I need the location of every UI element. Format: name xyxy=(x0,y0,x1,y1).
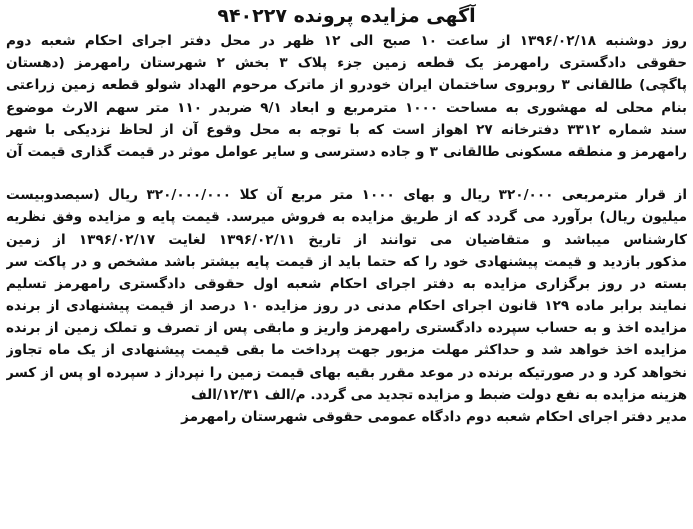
paragraph-2-line: مزایده اخذ خواهد شد و حداکثر مهلت مزبور جهت پرداخت ما بقی قیمت پیشنهادی از یک ماه تجاوز xyxy=(6,342,687,359)
paragraph-1-line: بنام محلی له مهشوری به مساحت ۱۰۰۰ مترمربع و ابعاد ۹/۱ ضربدر ۱۱۰ متر سهم الارث موضوع xyxy=(6,99,687,116)
paragraph-1-line: حقوقی دادگستری رامهرمز یک قطعه زمین جزء پلاک ۳ بخش ۲ شهرستان رامهرمز (دهستان xyxy=(6,55,687,72)
paragraph-2-line: نمایند برابر ماده ۱۲۹ قانون اجرای احکام مدنی در روز مزایده ۱۰ درصد از قیمت پیشنهادی از برنده xyxy=(6,298,687,315)
paragraph-1-line: رامهرمز و منطقه مسکونی طالقانی ۳ و جاده دسترسی و سایر عوامل موثر در قیمت گذاری قیمت آن xyxy=(6,143,687,160)
paragraph-2-line: بسته در روز برگزاری مزایده به دفتر اجرای احکام شعبه اول حقوقی دادگستری رامهرمز تسلیم xyxy=(6,275,687,292)
notice-signature: مدیر دفتر اجرای احکام شعبه دوم دادگاه عمومی حقوقی شهرستان رامهرمز xyxy=(181,409,687,425)
paragraph-1-line: سند شماره ۳۳۱۲ دفترخانه ۲۷ اهواز است که با توجه به محل وقوع آن از لحاظ نزدیکی با شهر xyxy=(6,121,687,138)
paragraph-gap xyxy=(6,163,687,184)
paragraph-2-line: مذکور بازدید و قیمت پیشنهادی خود را که حتما باید از قیمت پایه بیشتر باشد مشخص و در پاکت سر xyxy=(6,253,687,270)
paragraph-2-line: نخواهد کرد و در صورتیکه برنده در موعد مقرر بقیه بهای قیمت زمین را نپرداز د سپرده او پس از کسر xyxy=(6,364,687,381)
paragraph-1-line: روز دوشنبه ۱۳۹۶/۰۲/۱۸ از ساعت ۱۰ صبح الی ۱۲ ظهر در محل دفتر اجرای احکام شعبه دوم xyxy=(6,33,687,49)
paragraph-2-line: مزایده اخذ و به حساب سپرده دادگستری رامهرمز واریز و مابقی پس از تصرف و تملک زمین از برنده xyxy=(6,320,687,337)
paragraph-1-line: پاگچی) طالقانی ۳ روبروی ساختمان ایران خودرو از ماترک مرحوم الهداد شولو قطعه زمین زراعتی xyxy=(6,77,687,94)
notice-paragraph-2 xyxy=(6,184,687,428)
paragraph-2-line: از قرار مترمربعی ۳۲۰/۰۰۰ ریال و بهای ۱۰۰۰ متر مربع آن کلا ۳۲۰/۰۰۰/۰۰۰ ریال (سیصدوبیست xyxy=(6,187,687,204)
paragraph-2-line: میلیون ریال) برآورد می گردد که از طریق مزایده به فروش میرسد. قیمت پایه و مزایده وفق نظریه xyxy=(6,209,687,226)
paragraph-2-line: هزینه مزایده به نفع دولت ضبط و مزایده تجدید می گردد. م/الف ۱۲/۳۱/الف xyxy=(190,386,687,403)
notice-title: آگهی مزایده پرونده ۹۴۰۲۲۷ xyxy=(217,5,476,27)
notice-paragraph-1 xyxy=(6,30,687,163)
paragraph-2-line: کارشناس میباشد و متقاضیان می توانند از تاریخ ۱۳۹۶/۰۲/۱۱ لغایت ۱۳۹۶/۰۲/۱۷ از زمین xyxy=(6,231,687,248)
